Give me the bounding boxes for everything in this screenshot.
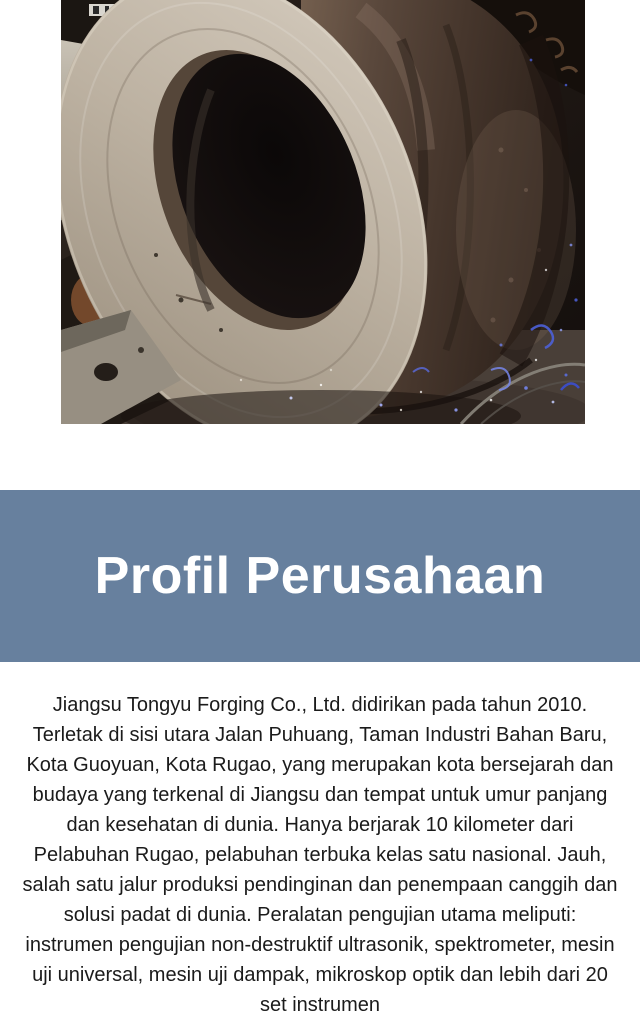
section-title: Profil Perusahaan (94, 547, 546, 605)
section-banner (0, 490, 640, 662)
hero-photo (61, 0, 585, 424)
forged-ring-illustration (61, 0, 585, 424)
company-profile-paragraph: Jiangsu Tongyu Forging Co., Ltd. didirikan pada tahun 2010. Terletak di sisi utara Jalan Puhuang, Taman Industri Bahan Baru, Kota Guoyuan, Kota Rugao, yang merupakan kota bersejarah dan budaya yang terkenal di Jiangsu dan tempat untuk umur panjang dan kesehatan di dunia. Hanya berjarak 10 kilometer dari Pelabuhan Rugao, pelabuhan terbuka kelas satu nasional. Jauh, salah satu jalur produksi pendinginan dan penempaan canggih dan solusi padat di dunia. Peralatan pengujian utama meliputi: instrumen pengujian non-destruktif ultrasonik, spektrometer, mesin uji universal, mesin uji dampak, mikroskop optik dan lebih dari 20 set instrumen (22, 694, 618, 1016)
